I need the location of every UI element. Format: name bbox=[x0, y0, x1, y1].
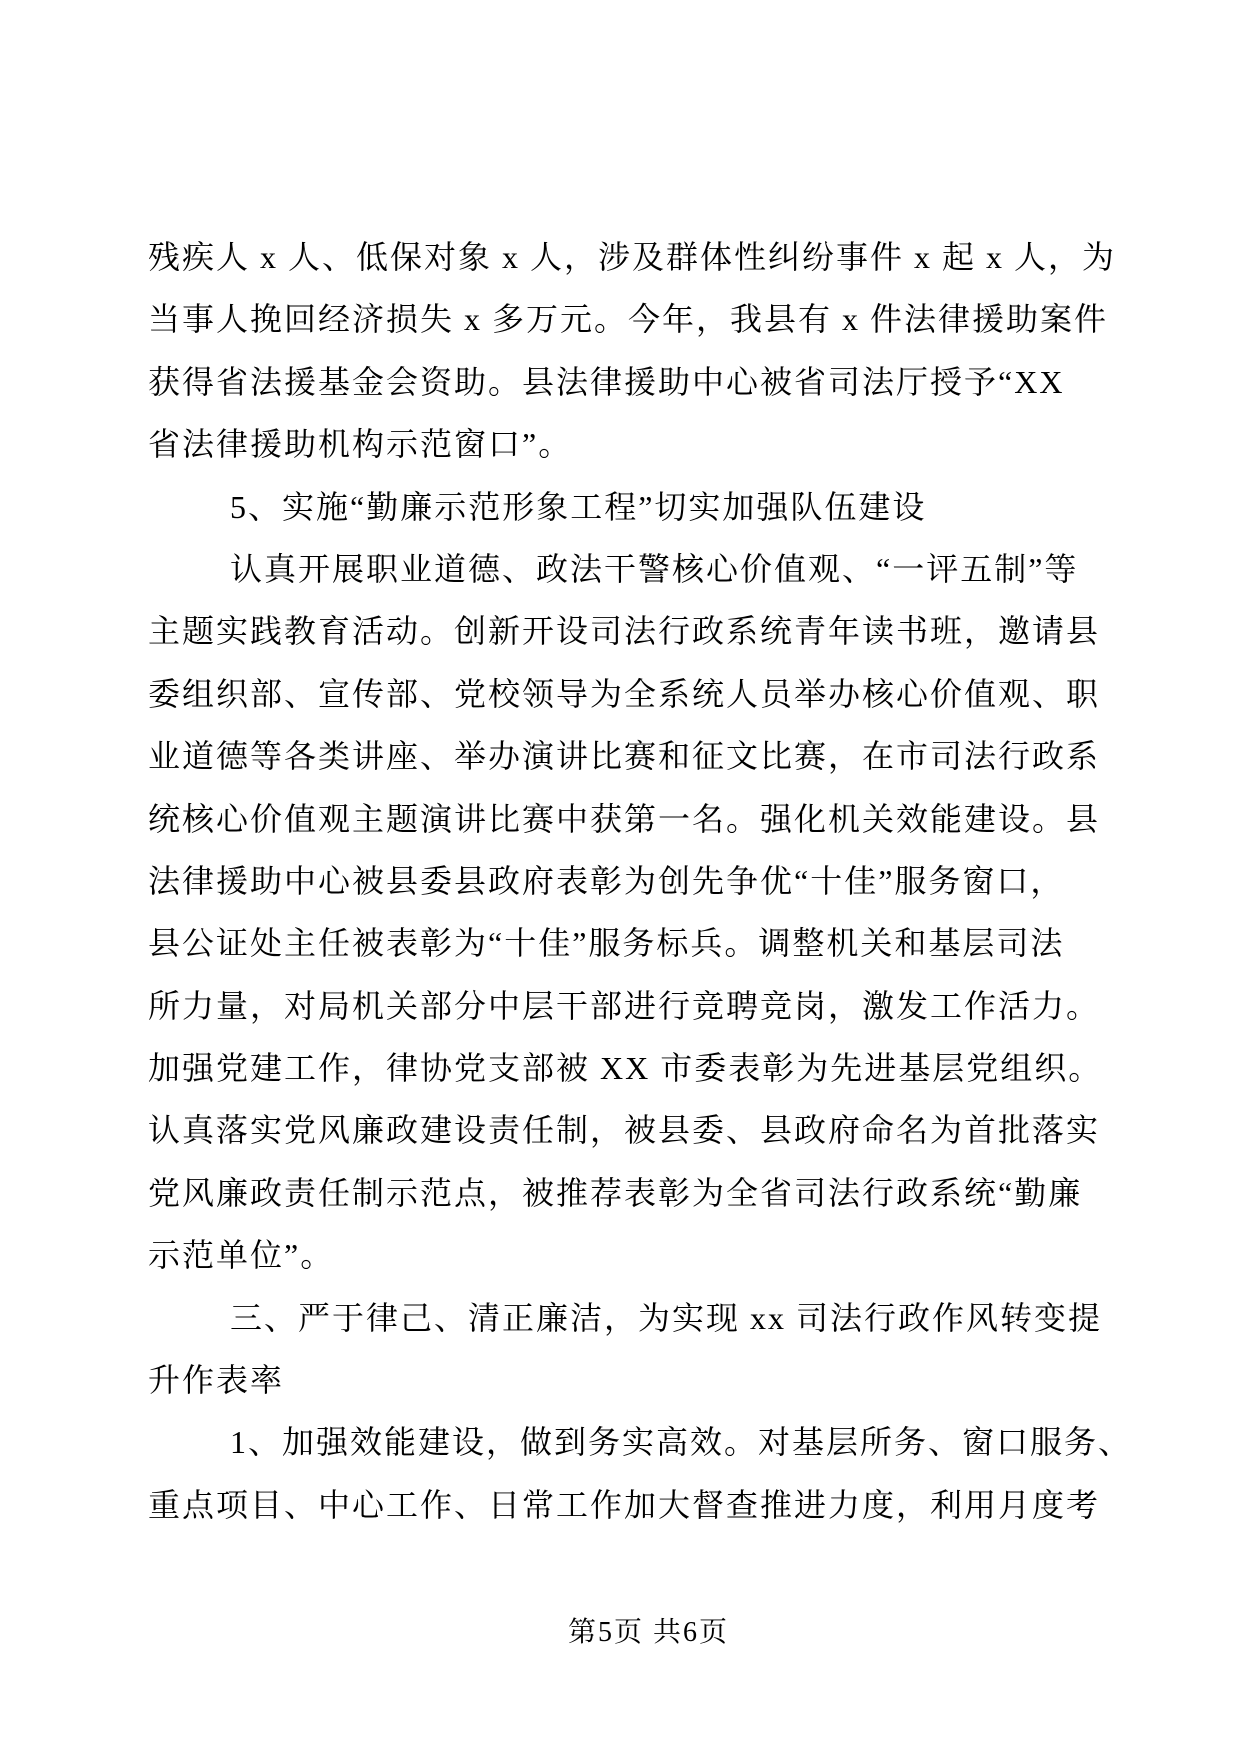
text-line: 认真落实党风廉政建设责任制，被县委、县政府命名为首批落实 bbox=[148, 1112, 1101, 1149]
text-line: 县公证处主任被表彰为“十佳”服务标兵。调整机关和基层司法 bbox=[148, 925, 1065, 962]
text-line: 示范单位”。 bbox=[148, 1237, 335, 1274]
text-line: 三、严于律己、清正廉洁，为实现 xx 司法行政作风转变提 bbox=[230, 1299, 1103, 1336]
text-line: 省法律援助机构示范窗口”。 bbox=[148, 426, 573, 463]
text-line: 法律援助中心被县委县政府表彰为创先争优“十佳”服务窗口， bbox=[148, 862, 1065, 899]
text-line: 当事人挽回经济损失 x 多万元。今年，我县有 x 件法律援助案件 bbox=[148, 301, 1109, 338]
text-line: 主题实践教育活动。创新开设司法行政系统青年读书班，邀请县 bbox=[148, 613, 1101, 650]
page-footer bbox=[568, 1616, 729, 1650]
text-line: 加强党建工作，律协党支部被 XX 市委表彰为先进基层党组织。 bbox=[148, 1050, 1103, 1087]
text-line: 认真开展职业道德、政法干警核心价值观、“一评五制”等 bbox=[230, 550, 1079, 587]
document-body bbox=[148, 226, 1133, 1536]
text-line: 统核心价值观主题演讲比赛中获第一名。强化机关效能建设。县 bbox=[148, 800, 1101, 837]
text-line: 重点项目、中心工作、日常工作加大督查推进力度，利用月度考 bbox=[148, 1486, 1101, 1523]
text-line: 所力量，对局机关部分中层干部进行竞聘竞岗，激发工作活力。 bbox=[148, 987, 1101, 1024]
text-line: 1、加强效能建设，做到务实高效。对基层所务、窗口服务、 bbox=[230, 1424, 1133, 1461]
page-number-text: 第5页 共6页 bbox=[568, 1617, 730, 1648]
text-line: 委组织部、宣传部、党校领导为全系统人员举办核心价值观、职 bbox=[148, 675, 1101, 712]
text-line: 5、实施“勤廉示范形象工程”切实加强队伍建设 bbox=[230, 488, 927, 525]
text-line: 获得省法援基金会资助。县法律援助中心被省司法厅授予“XX bbox=[148, 363, 1065, 400]
text-line: 升作表率 bbox=[148, 1362, 285, 1399]
text-line: 残疾人 x 人、低保对象 x 人，涉及群体性纠纷事件 x 起 x 人，为 bbox=[148, 239, 1117, 275]
text-line: 业道德等各类讲座、举办演讲比赛和征文比赛，在市司法行政系 bbox=[148, 738, 1101, 775]
text-line: 党风廉政责任制示范点，被推荐表彰为全省司法行政系统“勤廉 bbox=[148, 1174, 1083, 1211]
